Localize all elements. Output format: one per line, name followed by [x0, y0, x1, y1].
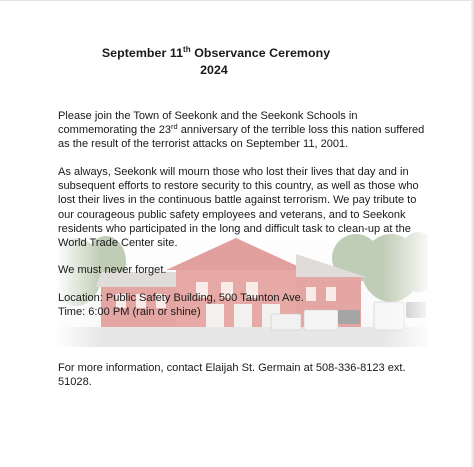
event-location: Location: Public Safety Building, 500 Taunton Ave. — [58, 292, 304, 304]
contact-info: For more information, contact Elaijah St. Germain at 508-336-8123 ext. 51028. — [58, 362, 406, 389]
tribute-paragraph: As always, Seekonk will mourn those who lost their lives that day and in subsequent efforts to restore security to this country, as well as those who lost their lives in the continuous battle against terrorism. We pay tribute to our courageous public safety employees and veterans, and to Seekonk residents who participated in the long and difficult task to clean-up at the World Trade Center site. — [58, 166, 419, 250]
event-year: 2024 — [200, 63, 228, 77]
page-title: September 11th Observance Ceremony — [101, 45, 331, 60]
invitation-paragraph: Please join the Town of Seekonk and the Seekonk Schools in commemorating the 23rd anniversary of the terrible loss this nation suffered as the result of the terrorist attacks on September 11, 2001. — [58, 110, 425, 151]
never-forget-line: We must never forget. — [58, 264, 167, 276]
event-time: Time: 6:00 PM (rain or shine) — [58, 306, 201, 318]
